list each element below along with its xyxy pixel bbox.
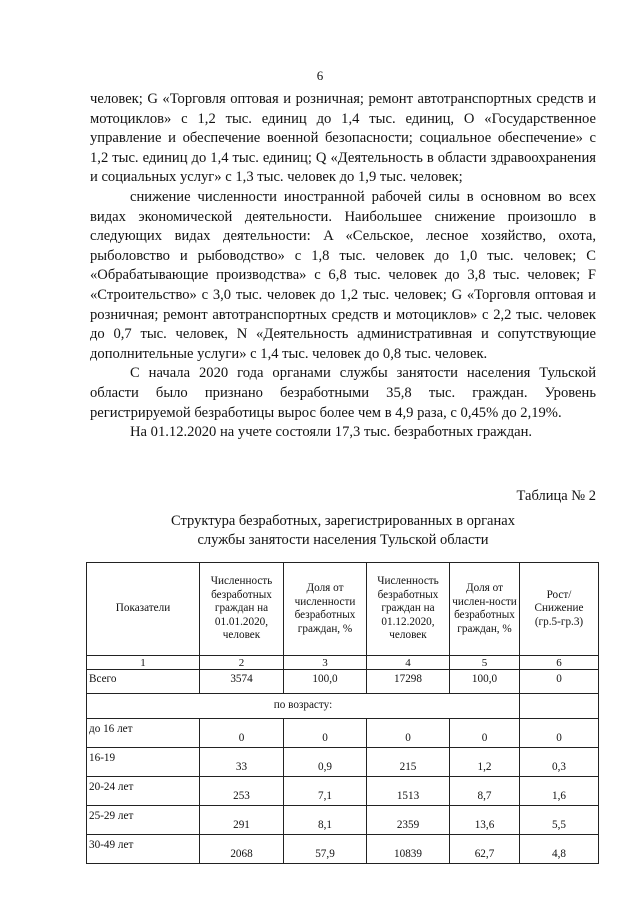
unemployment-structure-table xyxy=(86,562,599,864)
table-cell: Всего xyxy=(87,670,200,694)
table-cell: 3574 xyxy=(200,670,284,694)
table-row xyxy=(87,835,599,864)
table-cell: 0 xyxy=(450,719,520,748)
table-cell: 8,1 xyxy=(284,806,367,835)
table-cell: 1,6 xyxy=(520,777,599,806)
table-cell: 0 xyxy=(367,719,450,748)
table-caption-line: службы занятости населения Тульской области xyxy=(197,532,489,548)
table-number: Таблица № 2 xyxy=(516,488,596,504)
table-cell: 2068 xyxy=(200,835,284,864)
table-caption xyxy=(90,512,596,550)
table-cell: 5,5 xyxy=(520,806,599,835)
table-cell: 33 xyxy=(200,748,284,777)
table-cell: 1513 xyxy=(367,777,450,806)
table-cell-empty xyxy=(520,694,599,719)
table-header-row xyxy=(87,563,599,656)
body-text xyxy=(90,90,596,443)
table-row-total xyxy=(87,670,599,694)
table-cell: 0 xyxy=(284,719,367,748)
table-cell: 100,0 xyxy=(450,670,520,694)
table-row xyxy=(87,806,599,835)
table-cell: 10839 xyxy=(367,835,450,864)
table-cell: до 16 лет xyxy=(87,719,200,748)
section-label: по возрасту: xyxy=(87,694,520,719)
table-cell: 13,6 xyxy=(450,806,520,835)
table-cell: 0 xyxy=(520,670,599,694)
table-header-cell: Численность безработных граждан на 01.12.2020, человек xyxy=(367,563,450,656)
table-header-cell: Доля от числен-ности безработных граждан, % xyxy=(450,563,520,656)
table-cell: 25-29 лет xyxy=(87,806,200,835)
table-row xyxy=(87,748,599,777)
table-caption-line: Структура безработных, зарегистрированных в органах xyxy=(171,513,515,529)
table-row xyxy=(87,777,599,806)
table-cell: 1,2 xyxy=(450,748,520,777)
table-cell: 8,7 xyxy=(450,777,520,806)
table-cell: 57,9 xyxy=(284,835,367,864)
table-cell: 253 xyxy=(200,777,284,806)
column-number: 2 xyxy=(200,656,284,670)
table-cell: 0 xyxy=(200,719,284,748)
table-cell: 62,7 xyxy=(450,835,520,864)
paragraph: снижение численности иностранной рабочей силы в основном во всех видах экономической деятельности. Наибольшее снижение произошло в следующих видах деятельности: A «Сельское, лесное хозяйство, охота, рыболовство и рыбоводство» с 1,8 тыс. человек до 1,0 тыс. человек; C «Обрабатывающие производства» с 6,8 тыс. человек до 3,8 тыс. человек; F «Строительство» с 3,0 тыс. человек до 1,2 тыс. человек; G «Торговля оптовая и розничная; ремонт автотранспортных средств и мотоциклов» с 2,2 тыс. человек до 0,7 тыс. человек, N «Деятельность административная и сопутствующие дополнительные услуги» с 1,4 тыс. человек до 0,8 тыс. человек. xyxy=(90,188,596,362)
table-cell: 100,0 xyxy=(284,670,367,694)
column-number: 4 xyxy=(367,656,450,670)
paragraph: человек; G «Торговля оптовая и розничная; ремонт автотранспортных средств и мотоциклов» с 1,2 тыс. единиц до 1,4 тыс. единиц, O «Государственное управление и обеспечение военной безопасности; социальное обеспечение» с 1,2 тыс. единиц до 1,4 тыс. единиц; Q «Деятельность в области здравоохранения и социальных услуг» с 1,3 тыс. человек до 1,9 тыс. человек; xyxy=(90,91,596,186)
column-number-row xyxy=(87,656,599,670)
table-cell: 0,9 xyxy=(284,748,367,777)
paragraph: На 01.12.2020 на учете состояли 17,3 тыс. безработных граждан. xyxy=(130,424,533,441)
paragraph: С начала 2020 года органами службы занятости населения Тульской области было признано безработными 35,8 тыс. граждан. Уровень регистрируемой безработицы вырос более чем в 4,9 раза, с 0,45% до 2,19%. xyxy=(90,365,596,421)
table-cell: 7,1 xyxy=(284,777,367,806)
table-cell: 0 xyxy=(520,719,599,748)
table-header-cell: Рост/ Снижение (гр.5-гр.3) xyxy=(520,563,599,656)
column-number: 5 xyxy=(450,656,520,670)
table-cell: 215 xyxy=(367,748,450,777)
table-header-cell: Доля от численности безработных граждан, % xyxy=(284,563,367,656)
table-cell: 4,8 xyxy=(520,835,599,864)
table-header-cell: Численность безработных граждан на 01.01.2020, человек xyxy=(200,563,284,656)
column-number: 1 xyxy=(87,656,200,670)
table-cell: 2359 xyxy=(367,806,450,835)
table-header-cell: Показатели xyxy=(87,563,200,656)
table-cell: 0,3 xyxy=(520,748,599,777)
table-section-row xyxy=(87,694,599,719)
page-number: 6 xyxy=(316,68,324,83)
table-cell: 30-49 лет xyxy=(87,835,200,864)
table-row xyxy=(87,719,599,748)
table-cell: 20-24 лет xyxy=(87,777,200,806)
table-cell: 291 xyxy=(200,806,284,835)
column-number: 6 xyxy=(520,656,599,670)
column-number: 3 xyxy=(284,656,367,670)
table-cell: 16-19 xyxy=(87,748,200,777)
table-cell: 17298 xyxy=(367,670,450,694)
